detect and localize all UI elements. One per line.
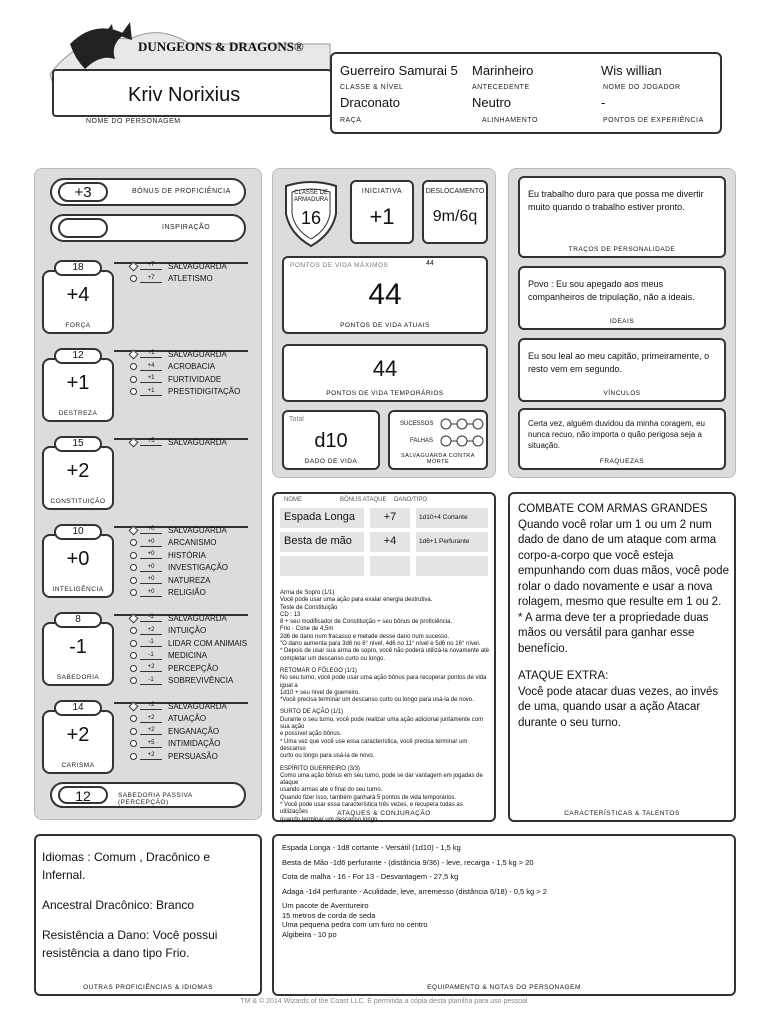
attack-note-line: quando terminar um descanso longo.	[280, 816, 380, 823]
feature-line: COMBATE COM ARMAS GRANDES	[518, 503, 708, 515]
equipment-line: Uma pequena pedra com um furo no centro	[282, 920, 428, 929]
attack-note-line: Você pode usar uma ação para exalar energia destrutiva.	[280, 597, 433, 604]
skill-row[interactable]	[126, 574, 211, 586]
attack-note-line: 8 + seu modificador de Constituição + seu bônus de proficiência.	[280, 619, 453, 626]
attack-note-line: CD : 13	[280, 611, 301, 618]
equipment-line: Espada Longa - 1d8 cortante - Versátil (1d10) - 1,5 kg	[282, 843, 461, 852]
equipment-line: 15 metros de corda de seda	[282, 910, 376, 920]
skill-name: PERSUASÃO	[168, 751, 218, 761]
skill-row[interactable]	[126, 625, 206, 637]
attacks-col-damage: DANO/TIPO	[394, 497, 428, 503]
skill-value: +0	[140, 589, 162, 597]
skill-name: ACROBACIA	[168, 362, 216, 371]
hp-temp-label: PONTOS DE VIDA TEMPORÁRIOS	[326, 390, 444, 397]
skill-row[interactable]	[126, 361, 215, 373]
skill-value: +2	[140, 702, 162, 710]
skill-value: +0	[140, 526, 162, 534]
attack-note-line: * Uma vez que você use essa característica, você precisa terminar um descanso	[280, 738, 468, 752]
death-success-label: SUCESSOS	[400, 421, 434, 427]
save-proficiency-icon[interactable]	[126, 527, 140, 534]
save-proficiency-icon[interactable]	[126, 439, 140, 446]
skill-proficiency-icon[interactable]	[126, 652, 140, 659]
player-name[interactable]: Wis willian	[601, 63, 662, 78]
proficiency-value[interactable]: +3	[58, 182, 108, 202]
hp-temp-value[interactable]: 44	[372, 356, 398, 381]
skill-proficiency-icon[interactable]	[126, 363, 140, 370]
personality-box	[518, 176, 726, 258]
save-proficiency-icon[interactable]	[126, 263, 140, 270]
proficiencies-label: OUTRAS PROFICIÊNCIAS & IDIOMAS	[83, 984, 213, 991]
skill-value: -1	[140, 614, 162, 622]
proficiency-line: Ancestral Dracônico: Branco	[42, 898, 195, 912]
equipment-text[interactable]	[282, 843, 728, 939]
hp-current-label: PONTOS DE VIDA ATUAIS	[340, 322, 430, 329]
attack-damage[interactable]: 1d10+4 Cortante	[416, 508, 488, 528]
skill-value: -1	[140, 677, 162, 685]
bonds-box	[518, 338, 726, 402]
skill-value: +1	[140, 375, 162, 383]
skill-value: +7	[140, 275, 162, 283]
skill-proficiency-icon[interactable]	[126, 677, 140, 684]
proficiency-line: Resistência a Dano: Você possui resistência a dano tipo Frio.	[42, 928, 218, 960]
skill-row[interactable]	[126, 725, 219, 737]
ability-score[interactable]: 18	[54, 260, 102, 276]
skill-proficiency-icon[interactable]	[126, 539, 140, 546]
speed-value[interactable]: 9m/6q	[432, 208, 478, 225]
ability-score[interactable]: 10	[54, 524, 102, 540]
ability-modifier[interactable]: +4	[66, 284, 90, 306]
skill-proficiency-icon[interactable]	[126, 627, 140, 634]
skill-name: MEDICINA	[168, 651, 208, 660]
character-name-label: NOME DO PERSONAGEM	[86, 118, 181, 125]
skill-name: SALVAGUARDA	[168, 613, 227, 623]
attack-note-line: 2d6 de dano num fracasso e metade desse dano num sucesso.	[280, 633, 450, 640]
initiative-label: INICIATIVA	[361, 188, 403, 195]
ac-value[interactable]: 16	[300, 208, 322, 228]
features-box	[508, 492, 736, 822]
hit-dice-box	[282, 410, 380, 470]
ideals-label: IDEAIS	[609, 318, 635, 325]
initiative-value[interactable]: +1	[369, 204, 395, 229]
skill-value: +2	[140, 627, 162, 635]
attacks-label: ATAQUES & CONJURAÇÃO	[337, 810, 431, 817]
attack-name[interactable]: Besta de mão	[280, 532, 364, 552]
ability-modifier[interactable]: +1	[66, 372, 90, 394]
hp-max-label: PONTOS DE VIDA MÁXIMOS	[290, 262, 389, 269]
ability-modifier[interactable]: +2	[66, 724, 90, 746]
skill-name: INVESTIGAÇÃO	[168, 563, 229, 572]
skill-name: ARCANISMO	[168, 538, 217, 547]
attack-note-line: No seu turno, você pode usar uma ação bônus para recuperar pontos de vida igual a	[280, 675, 487, 689]
character-name[interactable]: Kriv Norixius	[128, 84, 241, 106]
hp-current-value[interactable]: 44	[368, 278, 402, 311]
skill-row[interactable]	[126, 637, 247, 649]
skill-value: +0	[140, 576, 162, 584]
skill-row[interactable]	[126, 587, 206, 599]
skill-value: +0	[140, 539, 162, 547]
ability-score[interactable]: 12	[54, 348, 102, 364]
skill-row[interactable]	[126, 612, 227, 624]
attack-note-line: 1d10 + seu nível de guerreiro.	[280, 689, 360, 696]
death-saves-label: SALVAGUARDA CONTRA MORTE	[401, 453, 475, 465]
skill-proficiency-icon[interactable]	[126, 552, 140, 559]
skill-proficiency-icon[interactable]	[126, 665, 140, 672]
skill-value: +2	[140, 664, 162, 672]
feature-line: Você pode atacar duas vezes, ao invés de uma, quando usar a ação Atacar durante o seu turno.	[518, 685, 719, 729]
skill-value: +0	[140, 564, 162, 572]
speed-label: DESLOCAMENTO	[425, 188, 485, 195]
skill-value: +2	[140, 715, 162, 723]
initiative	[350, 180, 414, 244]
skill-row[interactable]	[126, 713, 206, 725]
skill-proficiency-icon[interactable]	[126, 577, 140, 584]
save-proficiency-icon[interactable]	[126, 615, 140, 622]
skill-row[interactable]	[126, 524, 227, 536]
proficiency-line: Idiomas : Comum , Dracônico e Infernal.	[42, 850, 211, 882]
speed	[422, 180, 488, 244]
skill-name: INTIMIDAÇÃO	[168, 739, 221, 748]
skill-row[interactable]	[126, 386, 240, 398]
inspiration-value[interactable]	[58, 218, 108, 238]
skill-name: ATLETISMO	[168, 274, 213, 283]
attack-note-line: usando armas até o final do seu turno.	[280, 787, 383, 794]
ability-carisma	[40, 700, 256, 786]
ability-constituição	[40, 436, 256, 522]
hp-current-box	[282, 256, 488, 334]
skill-value: -1	[140, 652, 162, 660]
skill-value: +2	[140, 727, 162, 735]
skill-proficiency-icon[interactable]	[126, 275, 140, 282]
ability-modifier[interactable]: +0	[66, 548, 90, 570]
equipment-label: EQUIPAMENTO & NOTAS DO PERSONAGEM	[427, 984, 581, 991]
attack-note-line: Quando fizer isso, também ganhará 5 pontos de vida temporários.	[280, 794, 457, 801]
attack-note-line: curto ou longo para usá-la de novo.	[280, 753, 375, 760]
proficiency-line	[42, 884, 256, 896]
attack-note-line: *Você precisa terminar um descanso curto ou longo para usá-la de novo.	[280, 697, 474, 704]
armor-class	[282, 178, 340, 248]
ability-name: DESTREZA	[58, 410, 98, 417]
alignment-label: ALINHAMENTO	[482, 117, 538, 124]
skill-value: +5	[140, 438, 162, 446]
ability-name: INTELIGÊNCIA	[52, 586, 104, 593]
feature-line: * A arma deve ter a propriedade duas mãos ou versátil para ganhar esse benefício.	[518, 611, 709, 655]
equipment-line: Cota de malha - 16 - For 13 - Desvantagem - 27,5 kg	[282, 872, 459, 881]
alignment[interactable]: Neutro	[472, 95, 512, 110]
hit-dice-total-label: Total	[289, 416, 304, 423]
skill-proficiency-icon[interactable]	[126, 753, 140, 760]
ability-score[interactable]: 14	[54, 700, 102, 716]
flaws-box	[518, 408, 726, 470]
skill-row[interactable]	[126, 537, 216, 549]
attack-note-line: SURTO DE AÇÃO (1/1)	[280, 709, 344, 716]
death-fail-label: FALHAS	[410, 438, 434, 444]
save-proficiency-icon[interactable]	[126, 351, 140, 358]
ideals-box	[518, 266, 726, 330]
skill-proficiency-icon[interactable]	[126, 715, 140, 722]
skill-value: -1	[140, 639, 162, 647]
bonds-label: VÍNCULOS	[603, 390, 641, 397]
attack-note-line: ESPÍRITO GUERREIRO (3/3)	[280, 765, 360, 772]
flaws-label: FRAQUEZAS	[599, 458, 645, 465]
skill-name: RELIGIÃO	[168, 588, 206, 597]
passive-wisdom-label: SABEDORIA PASSIVA (PERCEPÇÃO)	[118, 792, 193, 806]
attack-bonus[interactable]: +7	[370, 508, 410, 528]
skill-row[interactable]	[126, 348, 227, 360]
skill-value: +1	[140, 388, 162, 396]
skill-row[interactable]	[126, 273, 213, 285]
skill-name: FURTIVIDADE	[168, 374, 222, 384]
skill-proficiency-icon[interactable]	[126, 589, 140, 596]
hp-max-value[interactable]: 44	[426, 260, 434, 267]
attack-note-line: Como uma ação bônus em seu turno, pode se dar vantagem em jogadas de ataque	[280, 772, 483, 787]
skill-name: NATUREZA	[168, 575, 211, 585]
save-proficiency-icon[interactable]	[126, 703, 140, 710]
skill-name: HISTÓRIA	[168, 550, 206, 560]
ability-sabedoria	[40, 612, 256, 698]
ability-modifier[interactable]: -1	[69, 636, 87, 658]
skill-row[interactable]	[126, 562, 228, 574]
proficiency-bonus	[50, 178, 246, 206]
personality-label: TRAÇOS DE PERSONALIDADE	[568, 246, 676, 253]
skill-proficiency-icon[interactable]	[126, 640, 140, 647]
attack-damage[interactable]	[416, 556, 488, 576]
proficiency-line	[42, 914, 256, 926]
skill-name: PERCEPÇÃO	[168, 663, 219, 673]
ability-força	[40, 260, 256, 346]
attack-note-line: Durante o seu turno, você pode realizar uma ação adicional juntamente com sua ação	[280, 716, 484, 731]
ability-name: FORÇA	[65, 322, 91, 329]
feature-line	[518, 657, 732, 669]
skill-row[interactable]	[126, 373, 221, 385]
attack-bonus[interactable]: +4	[370, 532, 410, 552]
attack-notes	[280, 590, 490, 824]
attack-row[interactable]	[280, 508, 490, 528]
attack-damage[interactable]: 1d6+1 Perfurante	[416, 532, 488, 552]
skill-name: SOBREVIVÊNCIA	[168, 676, 234, 685]
hit-dice-label: DADO DE VIDA	[304, 458, 358, 465]
skill-row[interactable]	[126, 700, 227, 712]
class-level[interactable]: Guerreiro Samurai 5	[340, 63, 458, 78]
attack-bonus[interactable]	[370, 556, 410, 576]
skill-row[interactable]	[126, 675, 233, 687]
ability-score[interactable]: 8	[54, 612, 102, 628]
footer-copyright: TM & © 2014 Wizards of the Coast LLC. É permitida a cópia desta planilha para uso pessoal	[240, 998, 528, 1005]
ability-modifier[interactable]: +2	[66, 460, 90, 482]
skill-name: SALVAGUARDA	[168, 349, 227, 359]
skill-name: INTUIÇÃO	[168, 626, 207, 635]
skill-value: +2	[140, 752, 162, 760]
death-success-icon[interactable]	[440, 418, 484, 430]
attack-note-line: * Você pode usar essa característica três vezes, e recupera todas as utilizações	[280, 802, 463, 816]
flaws-text[interactable]: Certa vez, alguém duvidou da minha coragem, eu nunca recuo, não importa o quão perigosa seja a situação.	[528, 419, 705, 450]
skill-row[interactable]	[126, 436, 227, 448]
xp-label: PONTOS DE EXPERIÊNCIA	[603, 117, 704, 124]
skill-name: SALVAGUARDA	[168, 261, 227, 271]
ability-name: CARISMA	[61, 762, 95, 769]
feature-line: ATAQUE EXTRA:	[518, 670, 609, 682]
background[interactable]: Marinheiro	[472, 63, 534, 78]
skill-value: +1	[140, 350, 162, 358]
skill-proficiency-icon[interactable]	[126, 564, 140, 571]
attack-row[interactable]	[280, 556, 490, 576]
inspiration-label: INSPIRAÇÃO	[162, 224, 211, 231]
equipment-line: Um pacote de Aventureiro	[282, 901, 369, 910]
header	[40, 14, 730, 154]
skill-name: ENGANAÇÃO	[168, 726, 220, 736]
ability-score[interactable]: 15	[54, 436, 102, 452]
class-level-label: CLASSE & NÍVEL	[340, 84, 404, 91]
equipment-line: Besta de Mão -1d6 perfurante - (distância 9/36) - leve, recarga - 1,5 kg > 20	[282, 857, 534, 867]
skill-row[interactable]	[126, 549, 206, 561]
attack-note-line: Teste de Constituição	[280, 604, 338, 611]
attack-note-line: e possível ação bônus.	[280, 731, 342, 738]
skill-row[interactable]	[126, 750, 218, 762]
hit-dice-value[interactable]: d10	[314, 430, 348, 452]
skill-proficiency-icon[interactable]	[126, 376, 140, 383]
hp-temp-box	[282, 344, 488, 402]
skill-name: ATUAÇÃO	[168, 714, 207, 723]
proficiency-label: BÔNUS DE PROFICIÊNCIA	[132, 188, 231, 195]
skill-row[interactable]	[126, 650, 207, 662]
ac-label: CLASSE DE ARMADURA	[293, 190, 329, 203]
passive-wisdom-value[interactable]: 12	[58, 786, 108, 804]
ability-name: CONSTITUIÇÃO	[50, 498, 106, 505]
bonds-text[interactable]: Eu sou leal ao meu capitão, primeiramente, o resto vem em segundo.	[528, 351, 710, 374]
attack-note-line: RETOMAR O FÔLEGO (1/1)	[280, 667, 357, 674]
ability-destreza	[40, 348, 256, 434]
death-fail-icon[interactable]	[440, 435, 484, 447]
features-label: CARACTERÍSTICAS & TALENTOS	[564, 810, 680, 817]
skill-name: SALVAGUARDA	[168, 525, 227, 535]
skill-proficiency-icon[interactable]	[126, 728, 140, 735]
attack-note-line: Arma de Sopro (1/1)	[280, 590, 335, 596]
skill-value: +7	[140, 262, 162, 270]
feature-line: Quando você rolar um 1 ou um 2 num dado de dano de um ataque com arma corpo-a-corpo que você esteja empunhando com duas mãos, você pode rolar o dado novamente e usar a nova rolagem, mesmo que resulte em 1 ou 2.	[518, 518, 729, 608]
equipment-line: Algibeira - 10 po	[282, 929, 337, 939]
equipment-box	[272, 834, 736, 996]
skill-row[interactable]	[126, 738, 220, 750]
attack-name[interactable]: Espada Longa	[280, 508, 364, 528]
skill-value: +0	[140, 551, 162, 559]
race-label: RAÇA	[340, 117, 362, 124]
attack-note-line: "O dano aumenta para 3d6 no 6° nível, 4d6 no 11° nível e 5d6 no 16° nível.	[280, 641, 481, 648]
equipment-line: Adaga -1d4 perfurante - Aculidade, leve, arremesso (distância 6/18) - 0,5 kg > 2	[282, 886, 547, 896]
ability-name: SABEDORIA	[56, 674, 100, 681]
attacks-col-name: NOME	[284, 497, 302, 503]
skill-name: SALVAGUARDA	[168, 437, 227, 447]
skill-name: PRESTIDIGITAÇÃO	[168, 387, 241, 396]
attacks-box	[272, 492, 496, 822]
ability-inteligência	[40, 524, 256, 610]
death-saves-box	[388, 410, 488, 470]
race[interactable]: Draconato	[340, 95, 400, 110]
skill-row[interactable]	[126, 662, 218, 674]
attack-note-line: * Depois de usar sua arma de sopro, você não poderá utilizá-la novamente até	[280, 648, 490, 655]
skill-value: +5	[140, 740, 162, 748]
skill-proficiency-icon[interactable]	[126, 388, 140, 395]
skill-name: SALVAGUARDA	[168, 701, 227, 711]
skill-name: LIDAR COM ANIMAIS	[168, 638, 248, 648]
proficiencies-box	[34, 834, 262, 996]
skill-row[interactable]	[126, 260, 227, 272]
skill-proficiency-icon[interactable]	[126, 740, 140, 747]
personality-text[interactable]: Eu trabalho duro para que possa me divertir muito quando o trabalho estiver pronto.	[528, 189, 704, 212]
background-label: ANTECEDENTE	[472, 84, 530, 91]
attack-row[interactable]	[280, 532, 490, 552]
attack-note-line: completar um descanso curto ou longo.	[280, 655, 386, 662]
attack-rows	[280, 508, 490, 580]
passive-wisdom	[50, 782, 246, 808]
attack-note-line: Frio - Cone de 4,5m	[280, 626, 334, 633]
proficiencies-text[interactable]	[42, 848, 256, 962]
inspiration	[50, 214, 246, 242]
player-name-label: NOME DO JOGADOR	[603, 84, 681, 91]
features-text[interactable]	[518, 502, 732, 731]
attack-name[interactable]	[280, 556, 364, 576]
ideals-text[interactable]: Povo : Eu sou apegado aos meus companheiros de tripulação, não a ideais.	[528, 279, 695, 302]
xp[interactable]: -	[601, 95, 606, 110]
skill-value: +4	[140, 363, 162, 371]
attacks-col-bonus: BÔNUS ATAQUE	[340, 497, 387, 503]
logo-text: DUNGEONS & DRAGONS®	[138, 39, 304, 54]
